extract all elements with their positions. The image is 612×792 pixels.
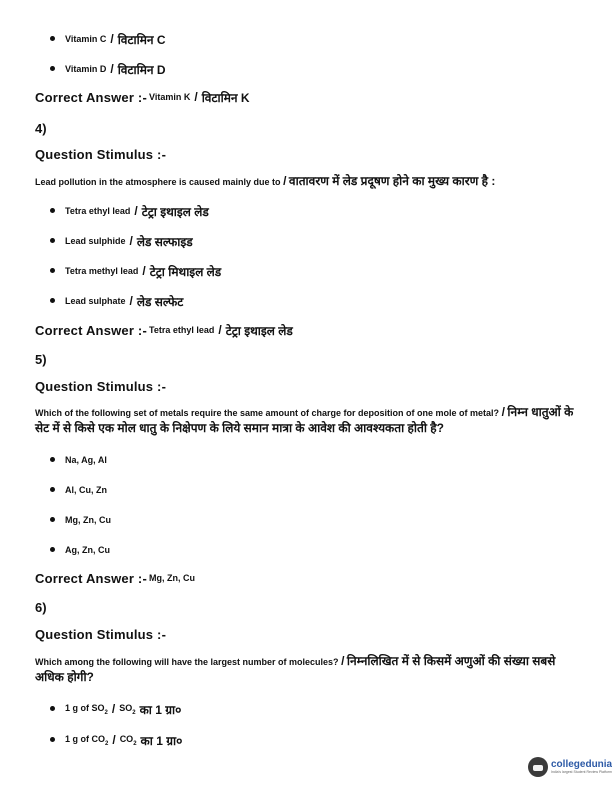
separator: / <box>142 264 146 278</box>
question-stimulus-label: Question Stimulus :- <box>35 627 167 642</box>
option-lead-sulphate <box>50 292 183 310</box>
question-number-5: 5) <box>35 352 47 367</box>
option-al-cu-zn <box>50 481 107 499</box>
question-text-en: Which among the following will have the largest number of molecules? <box>35 657 339 667</box>
bullet-icon <box>50 517 55 522</box>
option-text-hi: विटामिन D <box>117 62 166 77</box>
bullet-icon <box>50 268 55 273</box>
correct-answer-en: Mg, Zn, Cu <box>149 573 195 583</box>
question-text-hi: निम्नलिखित में से किसमें अणुओं की संख्या सबसे अधिक होगी? <box>35 654 556 684</box>
option-co2 <box>50 731 182 749</box>
option-text-hi: का 1 ग्रा० <box>139 702 182 717</box>
option-text-en: Vitamin C <box>65 34 107 44</box>
separator: / <box>111 702 116 716</box>
bullet-icon <box>50 208 55 213</box>
question-text-6 <box>35 654 580 686</box>
option-lead-sulphide <box>50 232 193 250</box>
correct-answer-label: Correct Answer :- <box>35 89 147 105</box>
bullet-icon <box>50 66 55 71</box>
option-pre: 1 g of CO <box>65 733 105 744</box>
option-text-en: Lead sulphate <box>65 296 126 306</box>
option-text-hi: लेड सल्फाइड <box>136 234 193 249</box>
option-mg-zn-cu <box>50 511 111 529</box>
mascot-icon <box>528 757 548 777</box>
bullet-icon <box>50 457 55 462</box>
option-ag-zn-cu <box>50 541 110 559</box>
separator: / <box>283 174 287 188</box>
option-text-hi: का 1 ग्रा० <box>140 733 183 748</box>
correct-answer-5 <box>35 569 195 587</box>
question-number-6: 6) <box>35 600 47 615</box>
question-text-en: Which of the following set of metals require the same amount of charge for deposition of one mole of metal? <box>35 408 500 418</box>
separator: / <box>134 204 138 218</box>
option-text-en: Lead sulphide <box>65 236 126 246</box>
separator: / <box>341 654 345 668</box>
option-text-en: Na, Ag, Al <box>65 455 107 465</box>
option-vitamin-c <box>50 30 166 48</box>
question-stimulus-label: Question Stimulus :- <box>35 379 167 394</box>
option-tetra-methyl-lead <box>50 262 221 280</box>
option-text-hi: विटामिन C <box>117 32 166 47</box>
formula <box>120 734 137 747</box>
bullet-icon <box>50 36 55 41</box>
correct-answer-prev <box>35 88 250 106</box>
correct-answer-hi: टेट्रा इथाइल लेड <box>225 323 293 338</box>
collegedunia-logo <box>528 757 612 777</box>
question-stimulus-label: Question Stimulus :- <box>35 147 167 162</box>
separator: / <box>110 62 114 76</box>
correct-answer-en: Vitamin K <box>149 92 191 102</box>
option-text-en: Mg, Zn, Cu <box>65 515 111 525</box>
logo-tagline: India's largest Student Review Platform <box>551 770 612 774</box>
separator: / <box>112 733 116 747</box>
bullet-icon <box>50 298 55 303</box>
correct-answer-4 <box>35 321 293 339</box>
bullet-icon <box>50 547 55 552</box>
option-text-en: Tetra methyl lead <box>65 266 139 276</box>
subscript: 2 <box>133 740 137 747</box>
question-text-hi: निम्न धातुओं के सेट में से किसे एक मोल धातु के निक्षेपण के लिये समान मात्रा के आवेश की आवश्यकता होती है? <box>35 405 574 435</box>
option-vitamin-d <box>50 60 166 78</box>
option-text-en <box>65 703 108 716</box>
option-text-en: Al, Cu, Zn <box>65 485 107 495</box>
question-text-4 <box>35 174 580 190</box>
separator: / <box>129 294 133 308</box>
logo-text <box>551 759 612 775</box>
bullet-icon <box>50 737 55 742</box>
formula <box>119 703 135 716</box>
option-pre: 1 g of SO <box>65 702 105 713</box>
option-so2 <box>50 700 181 718</box>
correct-answer-en: Tetra ethyl lead <box>149 325 215 335</box>
option-na-ag-al <box>50 451 107 469</box>
question-text-en: Lead pollution in the atmosphere is caused mainly due to <box>35 177 281 187</box>
option-text-hi: टेट्रा इथाइल लेड <box>141 204 209 219</box>
subscript: 2 <box>105 740 109 747</box>
option-text-en: Vitamin D <box>65 64 107 74</box>
option-text-en: Tetra ethyl lead <box>65 206 131 216</box>
correct-answer-label: Correct Answer :- <box>35 570 147 586</box>
option-text-hi: लेड सल्फेट <box>136 294 184 309</box>
separator: / <box>110 32 114 46</box>
correct-answer-hi: विटामिन K <box>201 90 250 105</box>
option-text-en: Ag, Zn, Cu <box>65 545 110 555</box>
formula-text: SO <box>119 702 133 713</box>
separator: / <box>194 90 198 104</box>
option-text-en <box>65 734 108 747</box>
bullet-icon <box>50 706 55 711</box>
option-tetra-ethyl-lead <box>50 202 209 220</box>
bullet-icon <box>50 487 55 492</box>
separator: / <box>218 323 222 337</box>
question-text-hi: वातावरण में लेड प्रदूषण होने का मुख्य कारण है : <box>288 174 496 188</box>
subscript: 2 <box>104 709 108 716</box>
subscript: 2 <box>132 709 136 716</box>
separator: / <box>129 234 133 248</box>
separator: / <box>501 405 505 419</box>
bullet-icon <box>50 238 55 243</box>
question-number-4: 4) <box>35 121 47 136</box>
question-text-5 <box>35 405 580 437</box>
formula-text: CO <box>119 733 134 744</box>
logo-name: collegedunia <box>551 759 612 770</box>
option-text-hi: टेट्रा मिथाइल लेड <box>149 264 222 279</box>
correct-answer-label: Correct Answer :- <box>35 322 147 338</box>
